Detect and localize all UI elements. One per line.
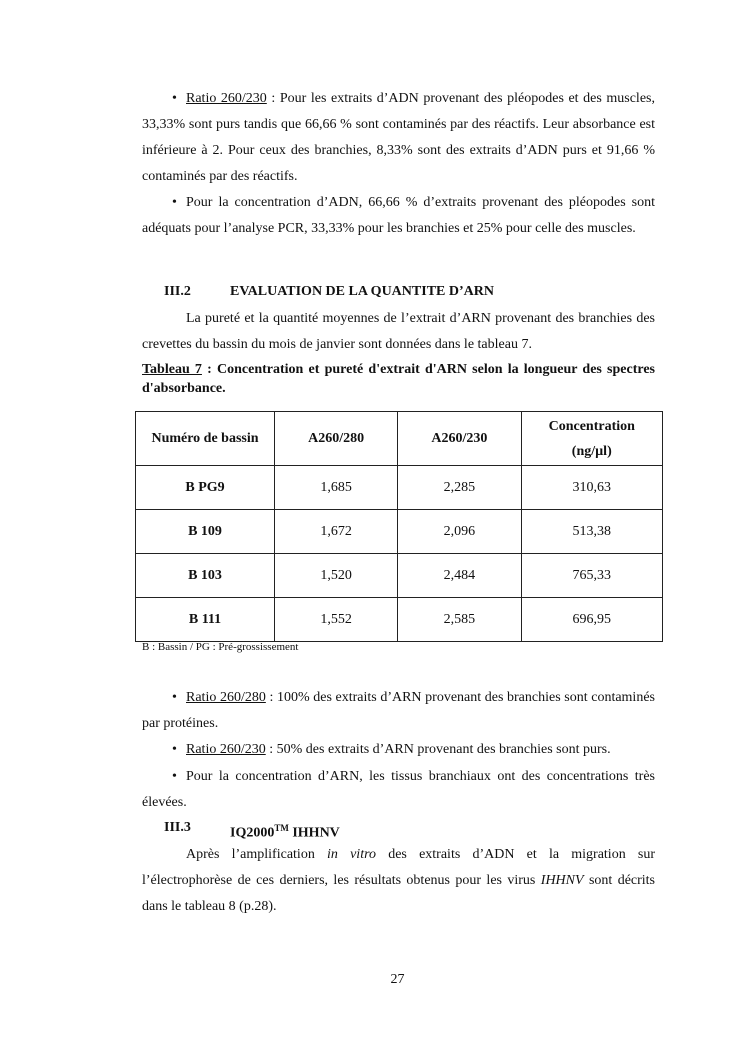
section-3-paragraph <box>142 842 655 920</box>
header-concentration <box>521 412 662 466</box>
section-2-paragraph: La pureté et la quantité moyennes de l’extrait d’ARN provenant des branchies des crevettes du bassin du mois de janvier sont données dans le tableau 7. <box>142 311 655 352</box>
bullet-ratio-260-230-arn <box>142 737 655 763</box>
section-title-rest: IHHNV <box>288 825 340 841</box>
table-header-row <box>136 412 663 466</box>
header-numero-bassin: Numéro de bassin <box>136 412 275 466</box>
table-caption <box>142 360 655 398</box>
bullet-ratio-260-230-adn <box>142 86 655 190</box>
section-number: III.2 <box>164 284 191 299</box>
section-title <box>230 818 340 844</box>
cell-bassin: B 103 <box>136 554 275 598</box>
cell-a260-230: 2,484 <box>398 554 521 598</box>
bullet-concentration-arn <box>142 764 655 816</box>
table-row <box>136 598 663 642</box>
section-number: III.3 <box>164 820 191 835</box>
header-concentration-label: Concentration <box>548 418 635 434</box>
cell-a260-280: 1,672 <box>275 510 398 554</box>
bullet-label: Ratio 260/280 <box>186 690 266 705</box>
page-number: 27 <box>390 972 405 987</box>
bullet-text: : 50% des extraits d’ARN provenant des branchies sont purs. <box>265 742 611 757</box>
cell-a260-280: 1,552 <box>275 598 398 642</box>
header-a260-230: A260/230 <box>398 412 521 466</box>
table-caption-number: Tableau 7 <box>142 362 202 377</box>
cell-a260-280: 1,520 <box>275 554 398 598</box>
table-row <box>136 510 663 554</box>
bullet-text: : 100% des extraits d’ARN provenant des branchies sont contaminés par protéines. <box>142 690 655 731</box>
header-a260-280: A260/280 <box>275 412 398 466</box>
bullet-ratio-260-280-arn <box>142 685 655 737</box>
paragraph-italic-ihhnv: IHHNV <box>540 873 584 888</box>
cell-bassin: B 109 <box>136 510 275 554</box>
table-note: B : Bassin / PG : Pré-grossissement <box>142 641 299 653</box>
paragraph-part: Après l’amplification <box>186 847 328 862</box>
bullet-dot: • <box>172 769 177 784</box>
bullet-dot: • <box>172 195 177 210</box>
table-row <box>136 466 663 510</box>
cell-bassin: B 111 <box>136 598 275 642</box>
cell-a260-280: 1,685 <box>275 466 398 510</box>
bullet-concentration-adn <box>142 190 655 242</box>
bullet-label: Ratio 260/230 <box>186 742 266 757</box>
bullet-text: Pour la concentration d’ARN, les tissus branchiaux ont des concentrations très élevées. <box>142 769 655 810</box>
cell-concentration: 696,95 <box>521 598 662 642</box>
rna-purity-table <box>135 411 663 642</box>
cell-concentration: 765,33 <box>521 554 662 598</box>
paragraph-part: des extraits d’ADN et la migration sur l’électrophorèse de ces derniers, les résultats obtenus pour les virus <box>142 847 655 888</box>
cell-bassin: B PG9 <box>136 466 275 510</box>
cell-a260-230: 2,096 <box>398 510 521 554</box>
bullet-label: Ratio 260/230 <box>186 91 267 106</box>
bullet-text: : Pour les extraits d’ADN provenant des pléopodes et des muscles, 33,33% sont purs tandis que 66,66 % sont contaminés par des réactifs. Leur absorbance est inférieure à 2. Pour ceux des branchies, 8,33% sont des extraits d’ADN purs et 91,66 % contaminés par des réactifs. <box>142 91 655 184</box>
bullet-dot: • <box>172 742 177 757</box>
cell-a260-230: 2,285 <box>398 466 521 510</box>
section-title: EVALUATION DE LA QUANTITE D’ARN <box>230 284 494 299</box>
section-title-sup: TM <box>274 823 289 833</box>
paragraph-italic-in-vitro: in vitro <box>327 847 377 862</box>
table-caption-text: : Concentration et pureté d'extrait d'ARN selon la longueur des spectres d'absorbance. <box>142 362 655 396</box>
bullet-dot: • <box>172 91 177 106</box>
cell-a260-230: 2,585 <box>398 598 521 642</box>
bullet-text: Pour la concentration d’ADN, 66,66 % d’extraits provenant des pléopodes sont adéquats pour l’analyse PCR, 33,33% pour les branchies et 25% pour celle des muscles. <box>142 195 655 236</box>
section-title-main: IQ2000 <box>230 825 275 841</box>
paragraph-part: sont décrits dans le tableau 8 (p.28). <box>142 873 656 914</box>
cell-concentration: 310,63 <box>521 466 662 510</box>
header-concentration-unit: (ng/µl) <box>571 443 612 459</box>
cell-concentration: 513,38 <box>521 510 662 554</box>
table-row <box>136 554 663 598</box>
bullet-dot: • <box>172 690 177 705</box>
